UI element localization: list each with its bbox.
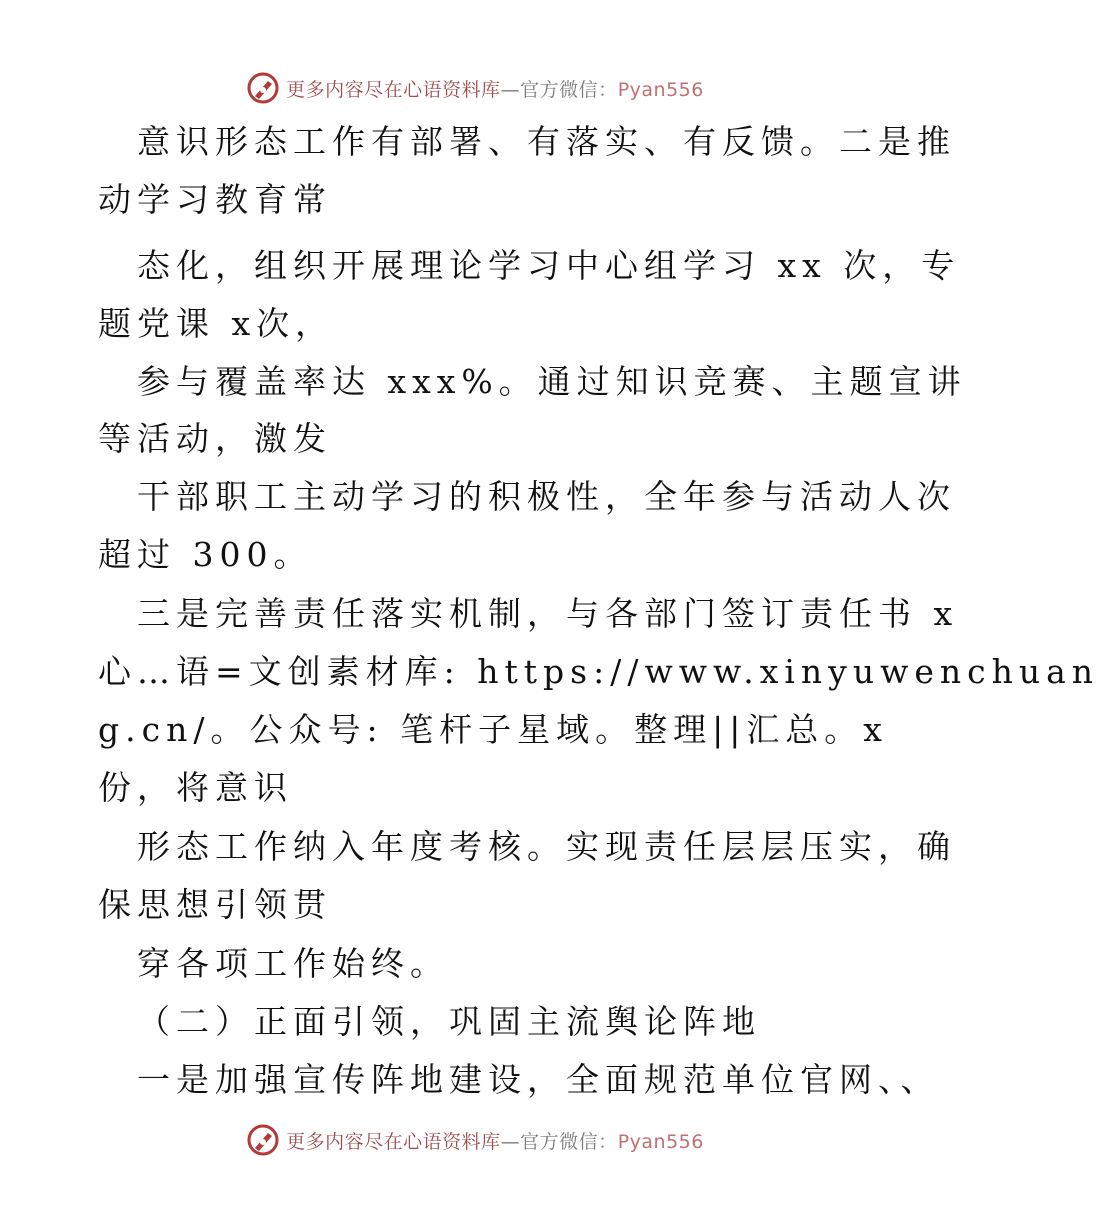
watermark-main-text: 更多内容尽在心语资料库 xyxy=(286,1130,501,1153)
body-line: 三是完善责任落实机制，与各部门签订责任书 x xyxy=(137,594,959,633)
body-line: 干部职工主动学习的积极性，全年参与活动人次 xyxy=(137,477,956,516)
body-line: 一是加强宣传阵地建设，全面规范单位官网、、 xyxy=(137,1060,940,1099)
body-line: 动学习教育常 xyxy=(98,180,332,219)
body-line: 形态工作纳入年度考核。实现责任层层压实，确 xyxy=(137,827,956,866)
body-line: 题党课 x次， xyxy=(98,304,335,343)
watermark-wechat-id: Pyan556 xyxy=(617,1130,704,1153)
pen-seal-logo-icon xyxy=(246,71,280,105)
body-line: 等活动，激发 xyxy=(98,419,332,458)
header-watermark xyxy=(0,68,950,108)
body-line: 心…语=文创素材库: https://www.xinyuwenchuan xyxy=(98,652,1099,691)
watermark-wechat-label: 官方微信： xyxy=(520,1130,618,1153)
watermark-main-text: 更多内容尽在心语资料库 xyxy=(286,78,501,101)
body-line: 份，将意识 xyxy=(98,768,293,807)
watermark-separator: — xyxy=(500,1130,521,1153)
watermark-wechat-label: 官方微信： xyxy=(520,78,618,101)
body-line: 参与覆盖率达 xxx%。通过知识竞赛、主题宣讲 xyxy=(137,362,967,401)
body-line: 超过 300。 xyxy=(98,535,313,574)
body-line: 意识形态工作有部署、有落实、有反馈。二是推 xyxy=(137,122,956,161)
footer-watermark xyxy=(0,1120,950,1160)
pen-seal-logo-icon xyxy=(246,1123,280,1157)
watermark-wechat-id: Pyan556 xyxy=(617,78,704,101)
body-line: 穿各项工作始终。 xyxy=(137,944,449,983)
body-line: 态化，组织开展理论学习中心组学习 xx 次，专 xyxy=(137,246,961,285)
body-line: 保思想引领贯 xyxy=(98,885,332,924)
body-line: g.cn/。公众号: 笔杆子星域。整理||汇总。x xyxy=(98,710,888,749)
watermark-separator: — xyxy=(500,78,521,101)
section-heading: （二）正面引领，巩固主流舆论阵地 xyxy=(137,1002,761,1041)
